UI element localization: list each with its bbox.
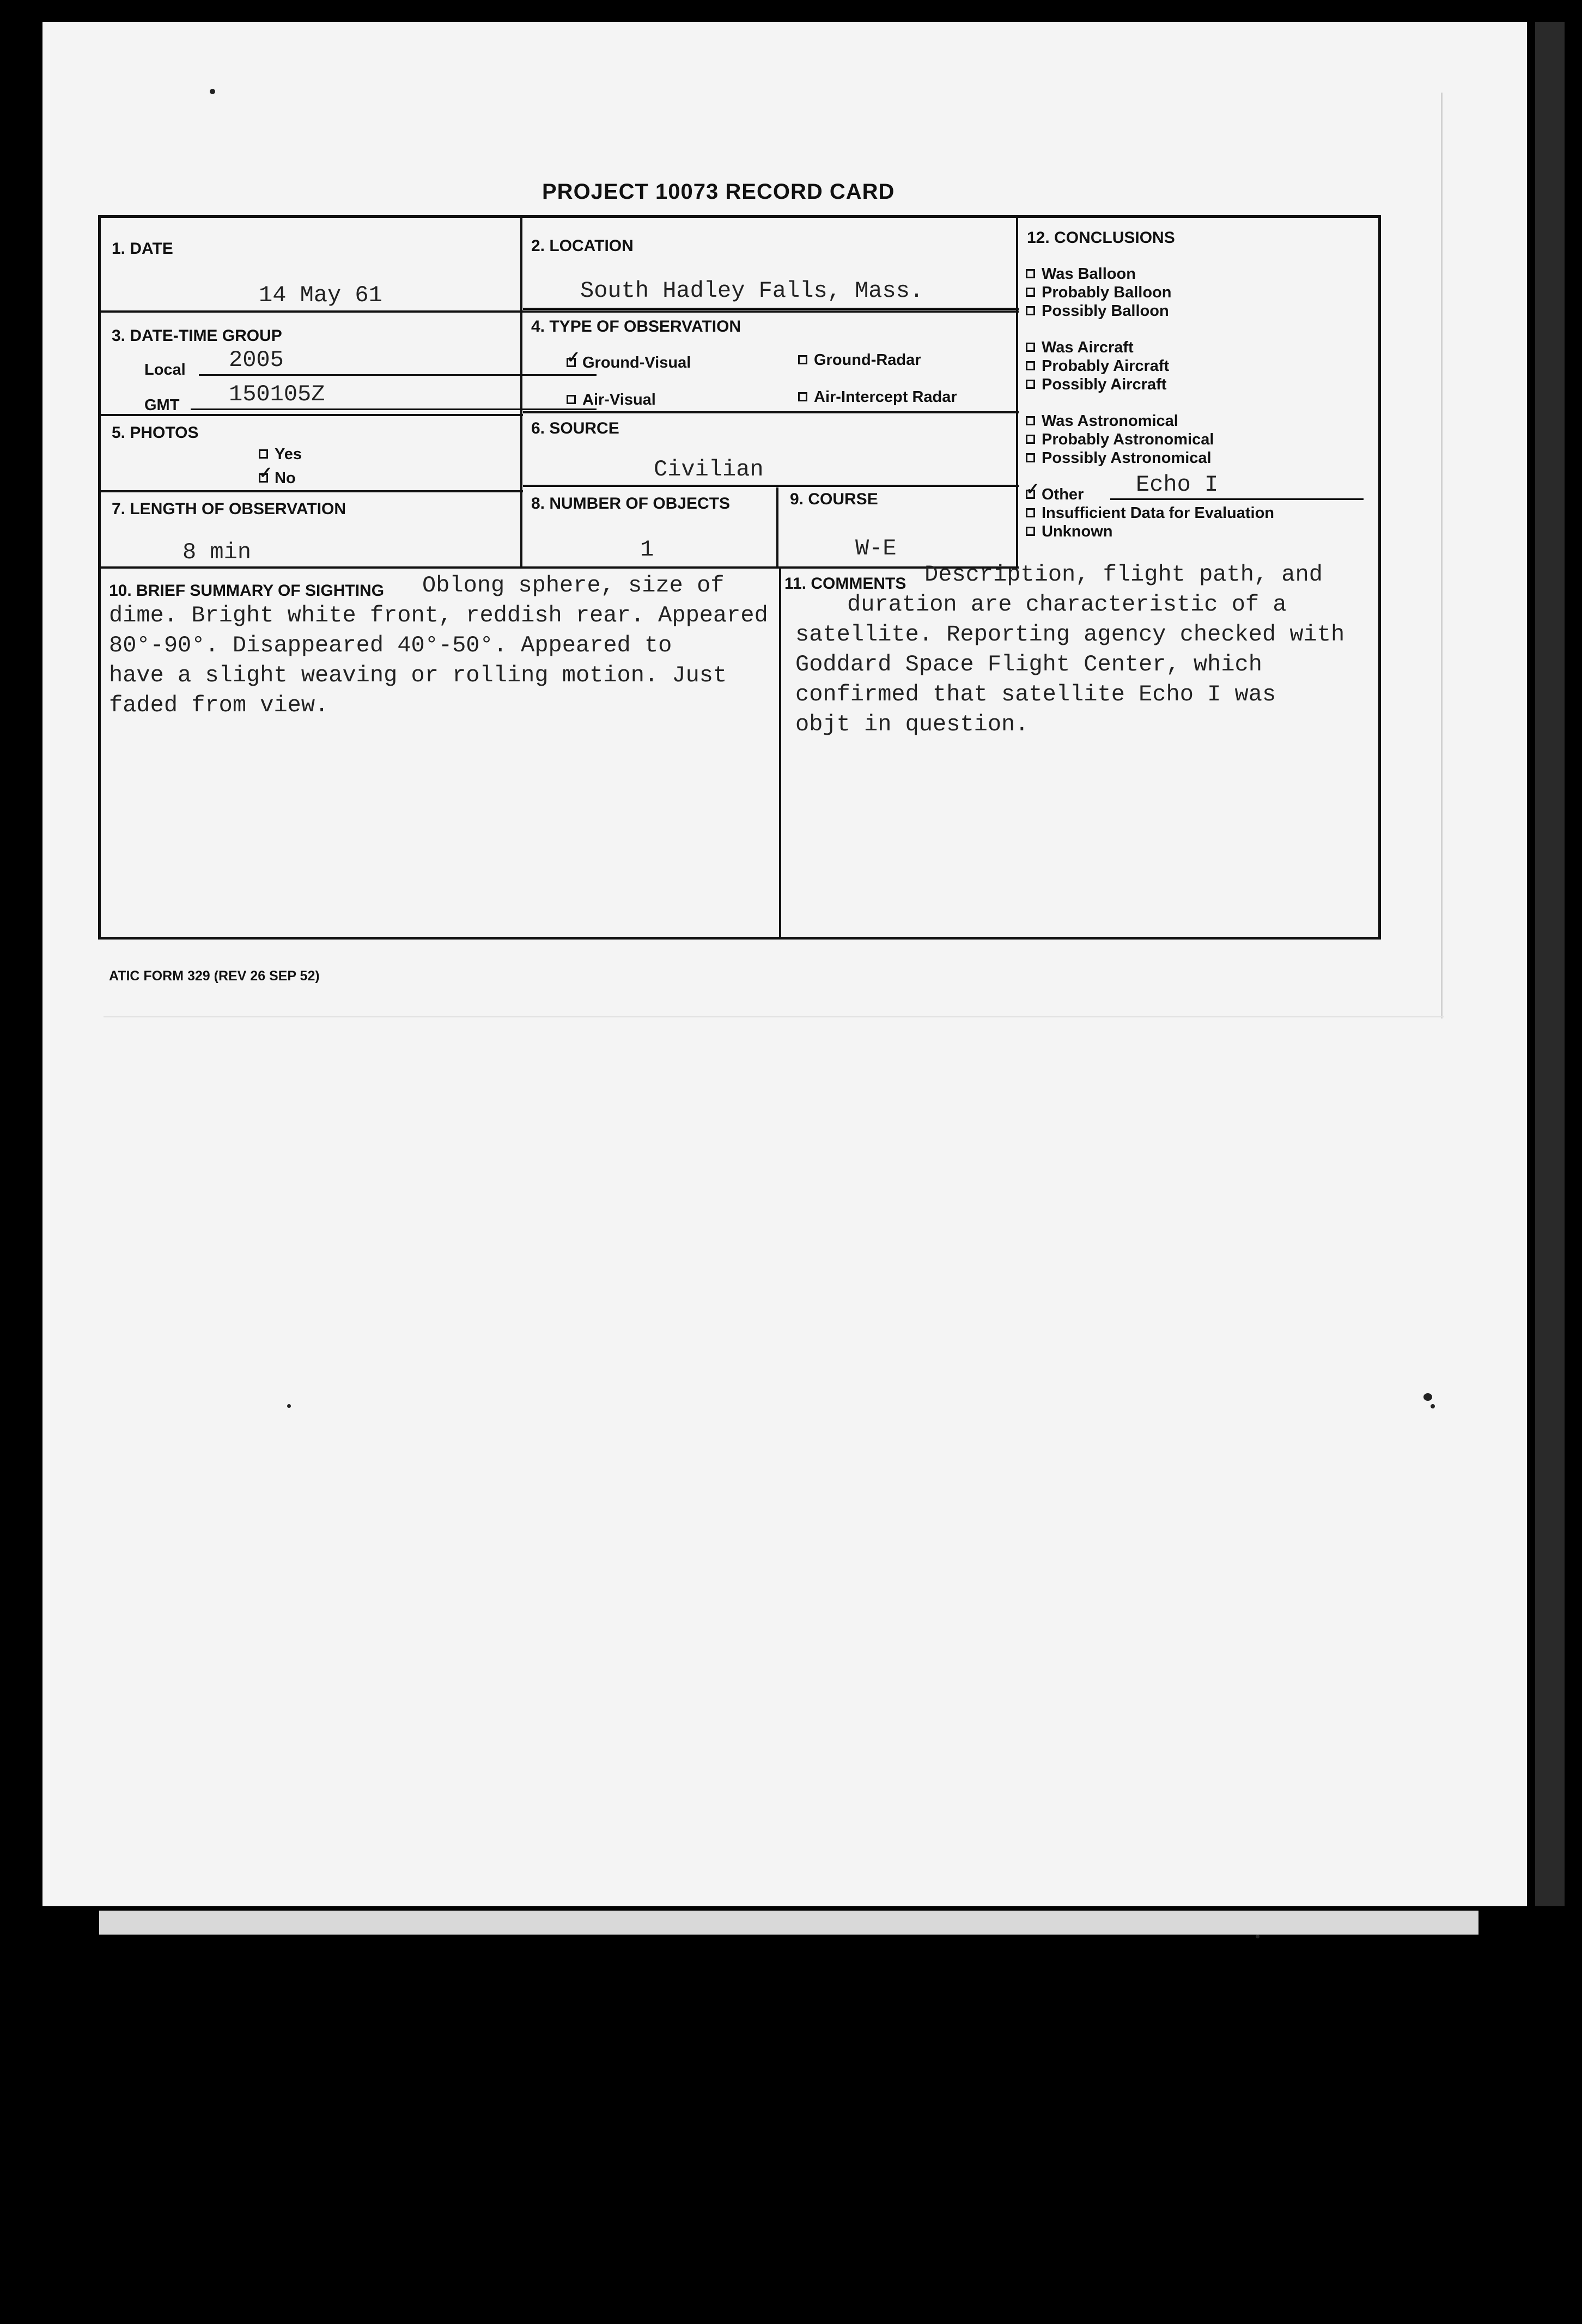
form-id: ATIC FORM 329 (REV 26 SEP 52) (109, 968, 320, 984)
conclusion-item: Probably Balloon (1026, 284, 1171, 302)
conclusion-item: Possibly Balloon (1026, 302, 1169, 320)
date-time-group-label: 3. DATE-TIME GROUP (112, 327, 282, 345)
length-of-observation-value: 8 min (182, 539, 252, 565)
number-of-objects-label: 8. NUMBER OF OBJECTS (531, 495, 731, 513)
paper-bottom-edge (99, 1911, 1478, 1935)
fold-mark-horizontal (104, 1016, 1444, 1017)
comment-line: duration are characteristic of a (847, 591, 1287, 618)
date-value: 14 May 61 (259, 282, 382, 308)
fold-mark (1441, 93, 1443, 1018)
brief-summary-label: 10. BRIEF SUMMARY OF SIGHTING (109, 582, 385, 600)
summary-line: 80°-90°. Disappeared 40°-50°. Appeared to (109, 632, 672, 658)
dust-speck (210, 89, 215, 94)
checkbox-icon (1026, 453, 1035, 462)
number-of-objects-value: 1 (640, 536, 654, 563)
conclusion-other-value: Echo I (1136, 472, 1219, 498)
summary-line: faded from view. (109, 692, 329, 718)
checkbox-icon (1026, 527, 1035, 536)
option-air-visual: Air-Visual (567, 391, 656, 409)
photos-option-yes: Yes (259, 446, 302, 463)
date-label: 1. DATE (112, 240, 173, 258)
checkbox-icon (259, 449, 268, 459)
dust-speck (1256, 1935, 1259, 1938)
checkbox-icon (567, 395, 576, 404)
checkbox-icon (567, 358, 576, 367)
conclusion-item: Was Astronomical (1026, 412, 1178, 430)
comment-line: Description, flight path, and (924, 562, 1323, 588)
dust-speck (1431, 1404, 1435, 1408)
location-value: South Hadley Falls, Mass. (580, 278, 924, 304)
summary-line: Oblong sphere, size of (422, 572, 725, 599)
record-card (98, 215, 1381, 940)
source-label: 6. SOURCE (531, 419, 619, 437)
checkbox-icon (1026, 416, 1035, 425)
conclusion-item: Was Balloon (1026, 265, 1136, 283)
type-of-observation-label: 4. TYPE OF OBSERVATION (531, 318, 741, 336)
option-air-intercept-radar: Air-Intercept Radar (798, 388, 957, 406)
comment-line: satellite. Reporting agency checked with (795, 621, 1345, 648)
comment-line: confirmed that satellite Echo I was (795, 681, 1276, 707)
checkbox-icon (1026, 508, 1035, 517)
conclusion-item: Possibly Astronomical (1026, 449, 1212, 467)
checkbox-icon (1026, 288, 1035, 297)
conclusion-item: Probably Aircraft (1026, 357, 1169, 375)
checkbox-icon (1026, 380, 1035, 389)
source-value: Civilian (654, 456, 764, 483)
conclusion-item: Was Aircraft (1026, 339, 1134, 357)
conclusion-item: Unknown (1026, 523, 1113, 541)
checkbox-icon (259, 473, 268, 483)
option-ground-radar: Ground-Radar (798, 351, 921, 369)
length-of-observation-label: 7. LENGTH OF OBSERVATION (112, 500, 346, 518)
checkbox-icon (1026, 306, 1035, 315)
card-title: PROJECT 10073 RECORD CARD (542, 180, 895, 204)
photos-label: 5. PHOTOS (112, 424, 199, 442)
summary-line: dime. Bright white front, reddish rear. Appeared (109, 602, 768, 629)
film-edge (1535, 22, 1565, 1906)
conclusion-item: Insufficient Data for Evaluation (1026, 504, 1274, 522)
comment-line: objt in question. (795, 711, 1029, 737)
checkbox-icon (798, 355, 807, 364)
checkbox-icon (1026, 361, 1035, 370)
dust-speck (1423, 1393, 1432, 1401)
checkbox-icon (1026, 343, 1035, 352)
checkbox-icon (1026, 269, 1035, 278)
conclusion-item: Possibly Aircraft (1026, 376, 1166, 394)
local-time-value: 2005 (229, 347, 284, 373)
summary-line: have a slight weaving or rolling motion. Just (109, 662, 727, 688)
dust-speck (287, 1404, 291, 1408)
gmt-value: 150105Z (229, 381, 325, 407)
checkbox-icon (1026, 435, 1035, 444)
photos-option-no: ✓No (259, 469, 296, 487)
checkbox-icon (798, 392, 807, 401)
checkbox-icon (1026, 490, 1035, 499)
location-label: 2. LOCATION (531, 237, 634, 255)
option-ground-visual: ✓Ground-Visual (567, 354, 691, 372)
comments-label: 11. COMMENTS (784, 575, 906, 593)
comment-line: Goddard Space Flight Center, which (795, 651, 1262, 678)
gmt-label: GMT (144, 397, 180, 414)
course-label: 9. COURSE (790, 490, 878, 508)
conclusion-item: Probably Astronomical (1026, 431, 1214, 449)
local-time-label: Local (144, 361, 186, 379)
conclusions-label: 12. CONCLUSIONS (1027, 229, 1175, 247)
conclusion-item-other: ✓Other (1026, 486, 1084, 504)
course-value: W-E (855, 535, 897, 562)
